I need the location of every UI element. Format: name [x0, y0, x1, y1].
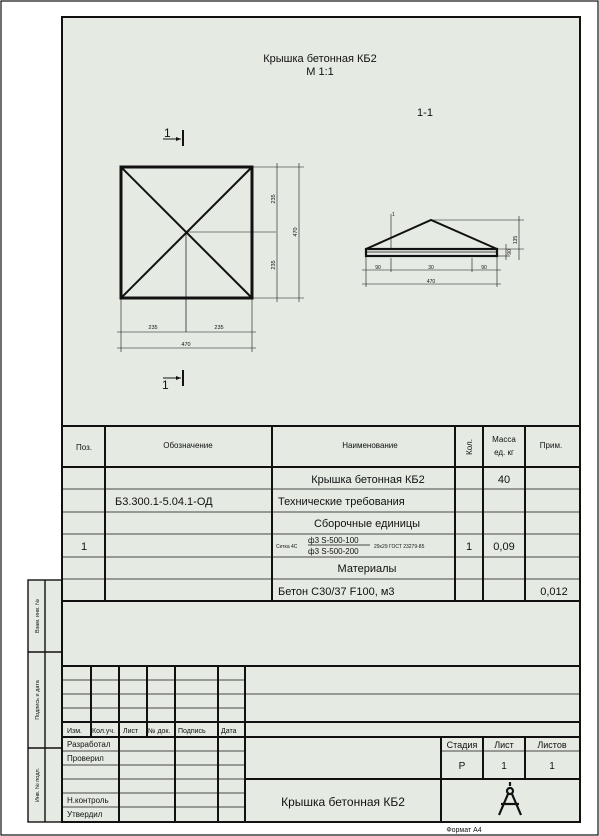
- side-label-inv-vzam: Взам. инв. №: [35, 598, 41, 634]
- tb-stage-label: Стадия: [446, 740, 478, 750]
- cut-marker-bottom-label: 1: [162, 378, 169, 392]
- section-dim-middle: 30: [428, 265, 434, 271]
- tb-role-checked: Проверил: [67, 754, 104, 763]
- plan-dim-total: 470: [181, 342, 191, 348]
- section-dim-left: 90: [375, 265, 381, 271]
- tb-role-developed: Разработал: [67, 740, 111, 749]
- tb-col-list: Лист: [123, 728, 139, 735]
- spec-row3-name: Сборочные единицы: [313, 518, 421, 530]
- spec-header-note: Прим.: [539, 441, 563, 450]
- side-label-inv-orig: Инв. № подл.: [35, 767, 41, 803]
- section-label: 1-1: [417, 107, 433, 119]
- cut-marker-top-label: 1: [164, 126, 171, 140]
- tb-col-sign: Подпись: [178, 728, 206, 735]
- side-label-sign-date: Подпись и дата: [35, 680, 41, 720]
- tb-role-approved: Утвердил: [67, 810, 103, 819]
- spec-row2-designation: Б3.300.1-5.04.1-ОД: [115, 496, 213, 508]
- spec-row6-name: Бетон С30/37 F100, м3: [278, 586, 395, 598]
- format-label: Формат А4: [446, 827, 482, 834]
- spec-header-designation: Обозначение: [163, 441, 213, 450]
- spec-row4-mesh-top: ф3 S-500-100: [308, 536, 359, 545]
- drawing-title: Крышка бетонная КБ2: [263, 53, 377, 65]
- tb-col-izm: Изм.: [67, 728, 82, 735]
- spec-row6-note: 0,012: [540, 586, 568, 598]
- spec-row2-name: Технические требования: [278, 496, 405, 508]
- spec-header-pos: Поз.: [76, 443, 92, 452]
- tb-col-kol: Кол.уч.: [92, 728, 115, 735]
- spec-header-name: Наименование: [342, 441, 398, 450]
- tb-col-date: Дата: [221, 728, 237, 735]
- spec-row1-mass: 40: [497, 474, 511, 486]
- tb-col-ndoc: № док.: [148, 728, 171, 735]
- tb-stage-value: Р: [458, 761, 466, 772]
- drawing-scale: М 1:1: [306, 66, 334, 78]
- spec-row1-name: Крышка бетонная КБ2: [311, 474, 425, 486]
- plan-dim-right: 235: [214, 325, 224, 331]
- tb-sheet-value: 1: [501, 761, 507, 772]
- spec-row4-mesh-suffix: 29х29 ГОСТ 23279-85: [374, 544, 425, 550]
- tb-sheets-value: 1: [549, 761, 555, 772]
- tb-drawing-name: Крышка бетонная КБ2: [281, 795, 405, 809]
- spec-row4-mass: 0,09: [493, 541, 515, 553]
- spec-row5-name: Материалы: [337, 563, 397, 575]
- spec-row4-pos: 1: [80, 541, 88, 553]
- spec-header-mass-1: Масса: [492, 435, 516, 444]
- plan-dim-v-bottom: 235: [271, 260, 277, 270]
- plan-dim-v-top: 235: [271, 194, 277, 204]
- section-dim-right: 90: [481, 265, 487, 271]
- tb-sheet-label: Лист: [494, 740, 514, 750]
- spec-header-qty: Кол.: [465, 439, 474, 455]
- plan-dim-left: 235: [148, 325, 158, 331]
- spec-row4-qty: 1: [465, 541, 473, 553]
- spec-header-mass-2: ед. кг: [494, 448, 514, 457]
- spec-row4-mesh-prefix: Сетка 4С: [276, 544, 298, 550]
- plan-dim-v-total: 470: [293, 227, 299, 237]
- spec-row4-mesh-bottom: ф3 S-500-200: [308, 547, 359, 556]
- section-dim-height: 135: [513, 235, 519, 245]
- tb-sheets-label: Листов: [537, 740, 567, 750]
- section-mesh-marker: 1: [392, 212, 395, 218]
- tb-role-nkontrol: Н.контроль: [67, 796, 109, 805]
- section-dim-total: 470: [426, 279, 436, 285]
- drawing-field: [62, 17, 580, 822]
- section-dim-thickness: 90: [507, 249, 513, 255]
